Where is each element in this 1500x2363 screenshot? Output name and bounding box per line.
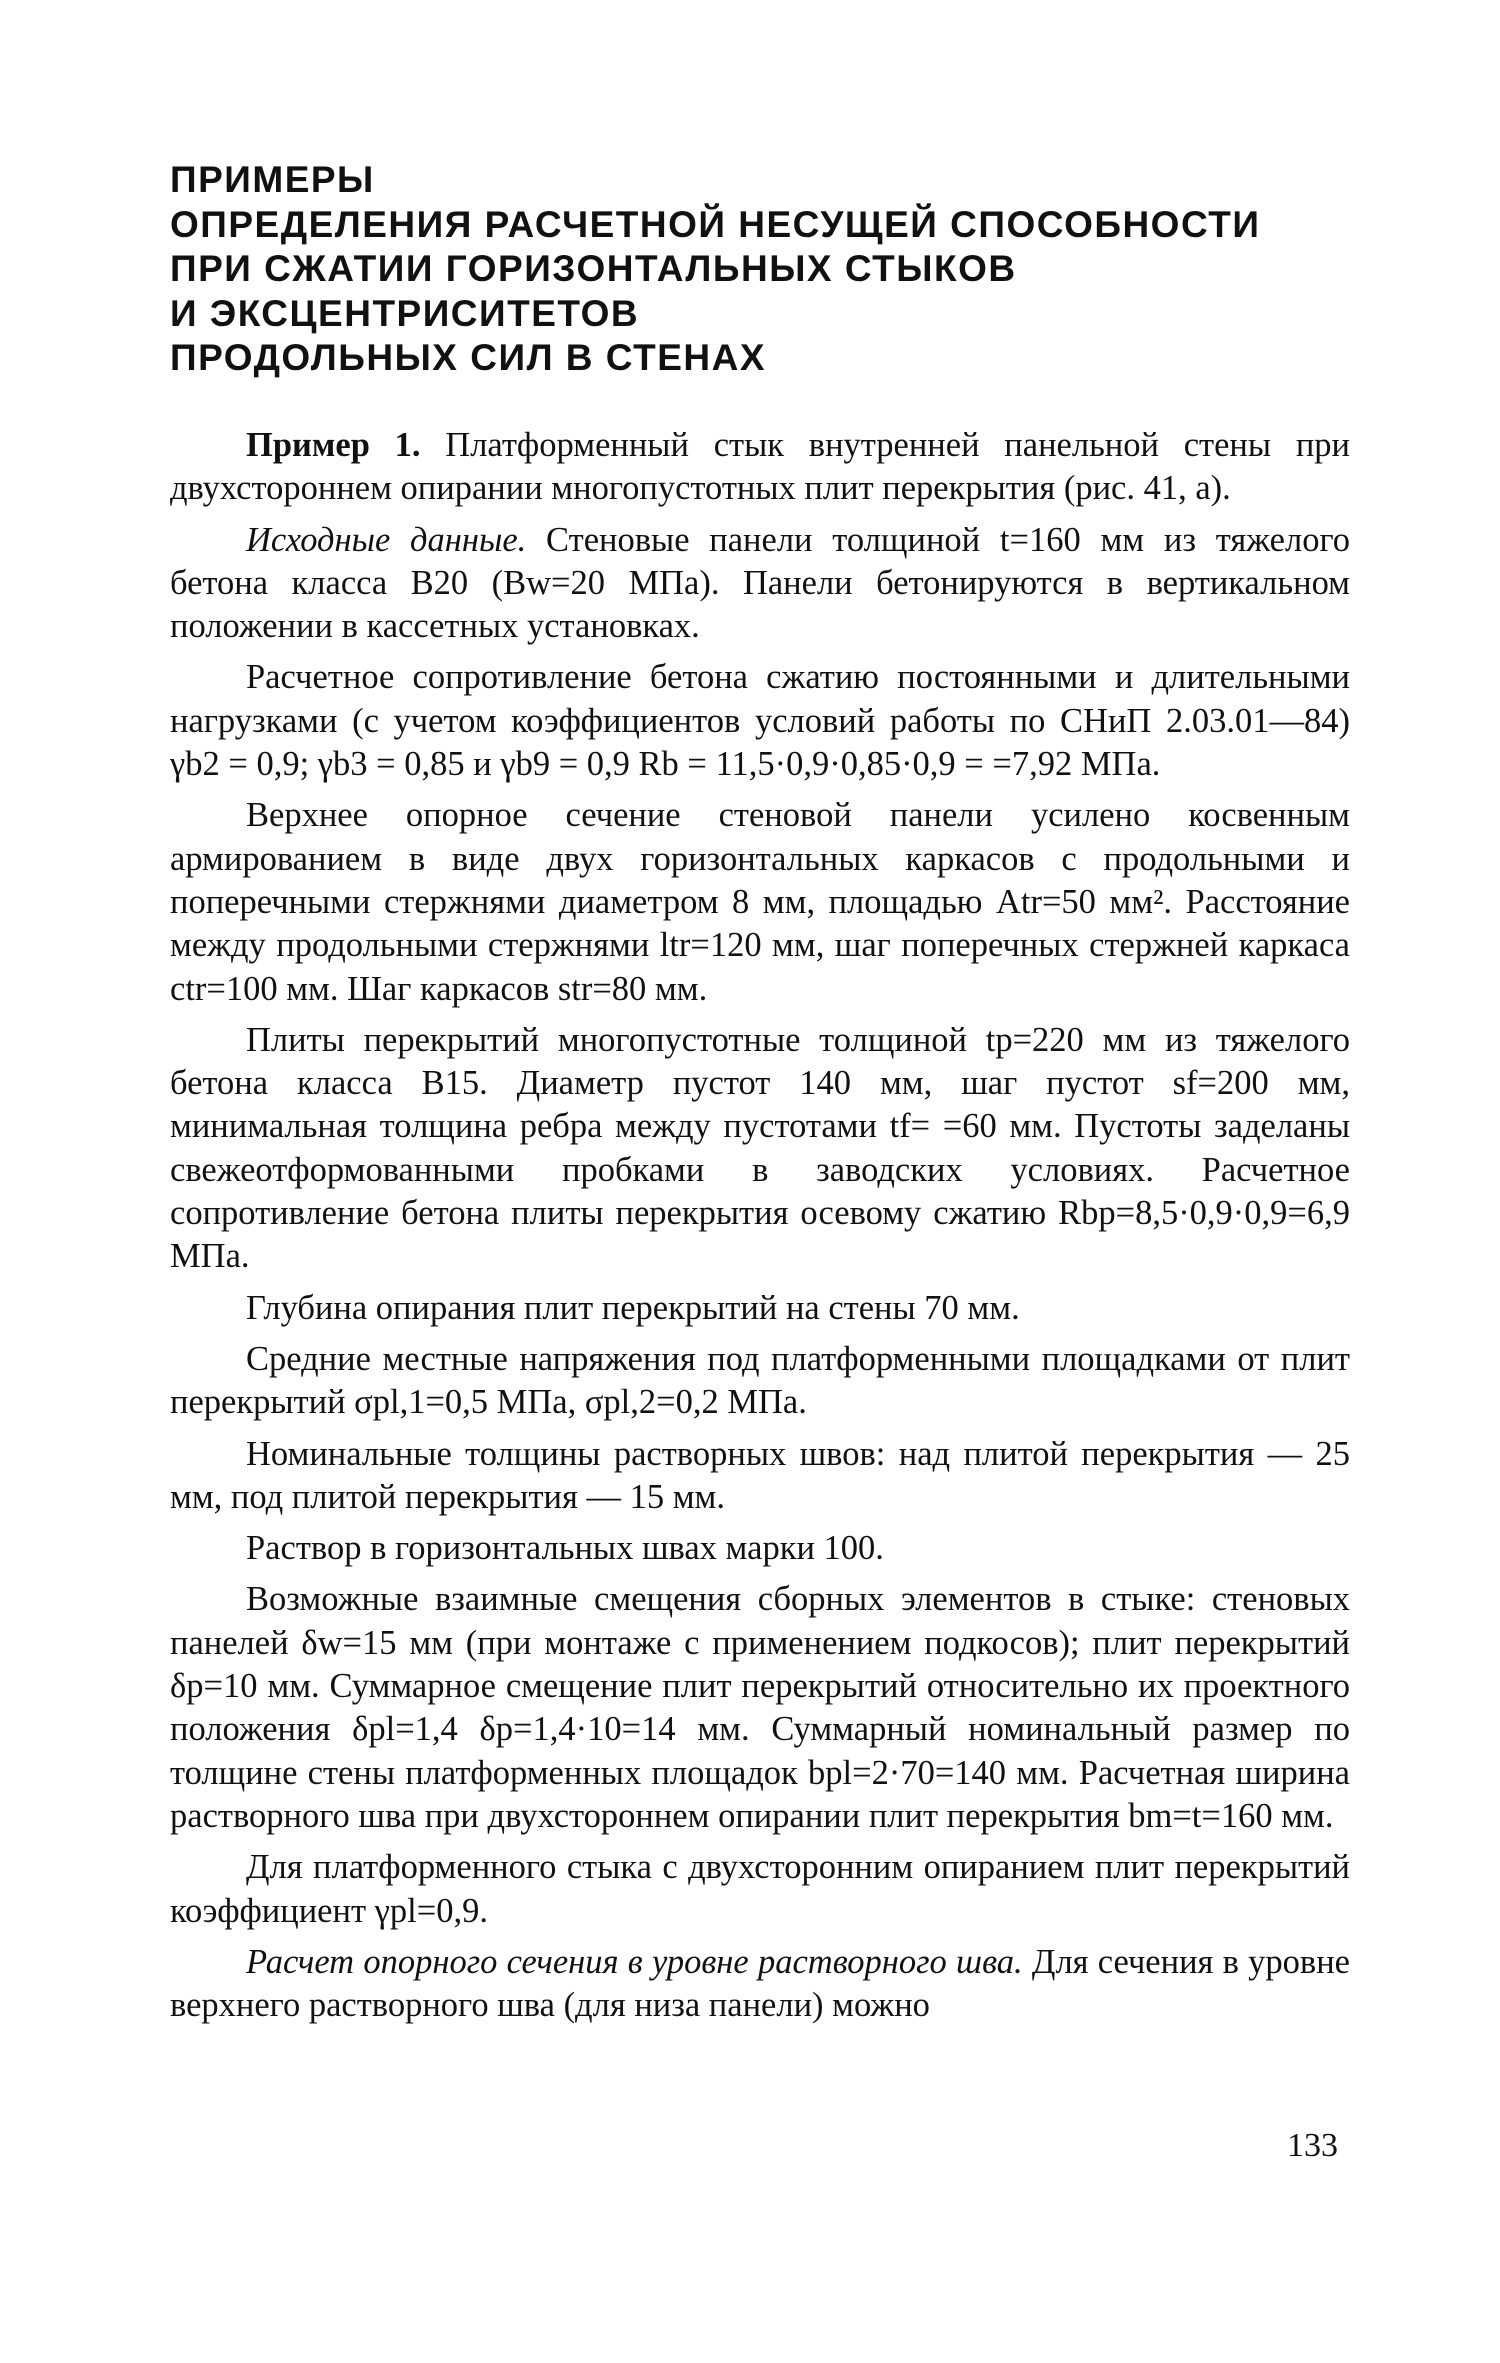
paragraph-floor-slabs: Плиты перекрытий многопустотные толщиной tp=220 мм из тяжелого бетона класса В15. Диаметр пустот 140 мм, шаг пустот sf=200 мм, минимальная толщина ребра между пустотами tf= =60 мм. Пустоты заделаны свежеотформованными пробками в заводских условиях. Расчетное сопротивление бетона плиты перекрытия осевому сжатию Rbp=8,5·0,9·0,9=6,9 МПа. [170, 1020, 1350, 1276]
paragraph-text: Платформенный стык внутренней панельной стены при двухстороннем опирании многопустотных плит перекрытия (рис. 41, а). [170, 426, 1350, 508]
initial-data-lead-in: Исходные данные. [246, 520, 527, 559]
paragraph-local-stresses: Средние местные напряжения под платформенными площадками от плит перекрытий σpl,1=0,5 МПа, σpl,2=0,2 МПа. [170, 1339, 1350, 1422]
paragraph-initial-data [170, 519, 1350, 649]
section-heading [170, 158, 1350, 381]
paragraph-mortar: Раствор в горизонтальных швах марки 100. [246, 1529, 884, 1568]
heading-line: ПРИМЕРЫ [170, 159, 375, 200]
paragraph-example-1 [170, 424, 1350, 511]
paragraph-reinforcement: Верхнее опорное сечение стеновой панели усилено косвенным армированием в виде двух горизонтальных каркасов с продольными и поперечными стержнями диаметром 8 мм, площадью Atr=50 мм². Расстояние между продольными стержнями ltr=120 мм, шаг поперечных стержней каркаса ctr=100 мм. Шаг каркасов str=80 мм. [170, 796, 1350, 1008]
heading-line: ПРОДОЛЬНЫХ СИЛ В СТЕНАХ [170, 337, 767, 378]
calculation-lead-in: Расчет опорного сечения в уровне растворного шва. [246, 1942, 1023, 1981]
heading-line: ПРИ СЖАТИИ ГОРИЗОНТАЛЬНЫХ СТЫКОВ [170, 248, 1017, 289]
body-text [170, 424, 1350, 2035]
heading-line: И ЭКСЦЕНТРИСИТЕТОВ [170, 292, 640, 334]
paragraph-bearing-depth: Глубина опирания плит перекрытий на стены 70 мм. [246, 1288, 1020, 1327]
heading-line: ОПРЕДЕЛЕНИЯ РАСЧЕТНОЙ НЕСУЩЕЙ СПОСОБНОСТИ [170, 203, 1261, 245]
paragraph-joint-thickness: Номинальные толщины растворных швов: над плитой перекрытия — 25 мм, под плитой перекрытия — 15 мм. [170, 1434, 1350, 1516]
example-lead-in: Пример 1. [246, 426, 421, 464]
paragraph-calculation [170, 1941, 1350, 2028]
paragraph-text: Для сечения в уровне верхнего растворного шва (для низа панели) можно [170, 1942, 1350, 2025]
paragraph-text: Стеновые панели толщиной t=160 мм из тяжелого бетона класса В20 (Bw=20 МПа). Панели бетонируются в вертикальном положении в кассетных установках. [170, 520, 1350, 646]
paragraph-coefficient: Для платформенного стыка с двухсторонним опиранием плит перекрытий коэффициент γpl=0,9. [170, 1848, 1350, 1930]
paragraph-design-resistance: Расчетное сопротивление бетона сжатию постоянными и длительными нагрузками (с учетом коэффициентов условий работы по СНиП 2.03.01—84) γb2 = 0,9; γb3 = 0,85 и γb9 = 0,9 Rb = 11,5·0,9·0,85·0,9 = =7,92 МПа. [170, 658, 1350, 784]
paragraph-displacements: Возможные взаимные смещения сборных элементов в стыке: стеновых панелей δw=15 мм (при монтаже с применением подкосов); плит перекрытий δp=10 мм. Суммарное смещение плит перекрытий относительно их проектного положения δpl=1,4 δp=1,4·10=14 мм. Суммарный номинальный размер по толщине стены платформенных площадок bpl=2·70=140 мм. Расчетная ширина растворного шва при двухстороннем опирании плит перекрытия bm=t=160 мм. [170, 1580, 1350, 1835]
page-number: 133 [1287, 2127, 1338, 2164]
